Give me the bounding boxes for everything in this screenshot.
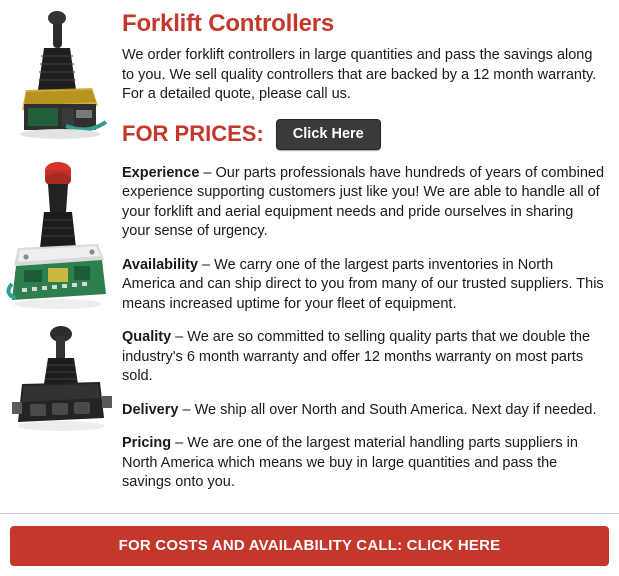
forklift-joystick-controller-photo-3 [6, 322, 122, 452]
feature-pricing-dash: – [171, 435, 188, 451]
feature-availability [122, 256, 605, 315]
click-here-button[interactable]: Click Here [276, 119, 381, 150]
feature-quality-dash: – [171, 329, 188, 345]
forklift-joystick-controller-photo-2 [6, 156, 122, 316]
feature-experience-text: Our parts professionals have hundreds of years of combined experience supporting customers just like you! We are able to handle all of your forklift and aerial equipment needs and pride ourselves in sharing your sense of urgency. [122, 164, 605, 239]
feature-delivery [122, 401, 605, 421]
footer-divider [0, 513, 619, 514]
feature-experience-dash: – [199, 164, 216, 181]
for-prices-label: FOR PRICES: [122, 121, 264, 146]
feature-delivery-dash: – [178, 401, 195, 418]
feature-experience-heading: Experience [122, 164, 200, 181]
feature-quality-heading: Quality [122, 329, 172, 345]
intro-paragraph: We order forklift controllers in large quantities and pass the savings along to you. We sell quality controllers that are backed by a 12 month warranty. For a detailed quote, please call us. [122, 47, 597, 102]
page-title: Forklift Controllers [122, 10, 335, 37]
feature-quality-text: We are so committed to selling quality parts that we double the industry's 6 month warranty and offer 12 months warranty on most parts sold. [122, 329, 591, 384]
prices-cta-row [122, 119, 605, 150]
footer-call-to-action-button[interactable]: FOR COSTS AND AVAILABILITY CALL: CLICK HERE [10, 526, 609, 566]
feature-pricing-text: We are one of the largest material handling parts suppliers in North America which means we buy in large quantities and pass the savings onto you. [122, 435, 578, 490]
feature-delivery-heading: Delivery [122, 401, 179, 418]
feature-experience [122, 164, 605, 242]
feature-availability-text: We carry one of the largest parts inventories in North America and can ship direct to you from many of our trusted suppliers. This means increased uptime for your fleet of equipment. [122, 256, 604, 312]
text-column [122, 6, 619, 507]
feature-pricing [122, 434, 605, 493]
feature-delivery-text: We ship all over North and South America. Next day if needed. [194, 401, 597, 418]
feature-availability-heading: Availability [122, 256, 199, 273]
forklift-joystick-controller-photo-1 [6, 10, 122, 150]
product-image-column [0, 6, 122, 507]
feature-availability-dash: – [198, 256, 215, 273]
feature-pricing-heading: Pricing [122, 435, 172, 451]
feature-quality [122, 328, 605, 387]
